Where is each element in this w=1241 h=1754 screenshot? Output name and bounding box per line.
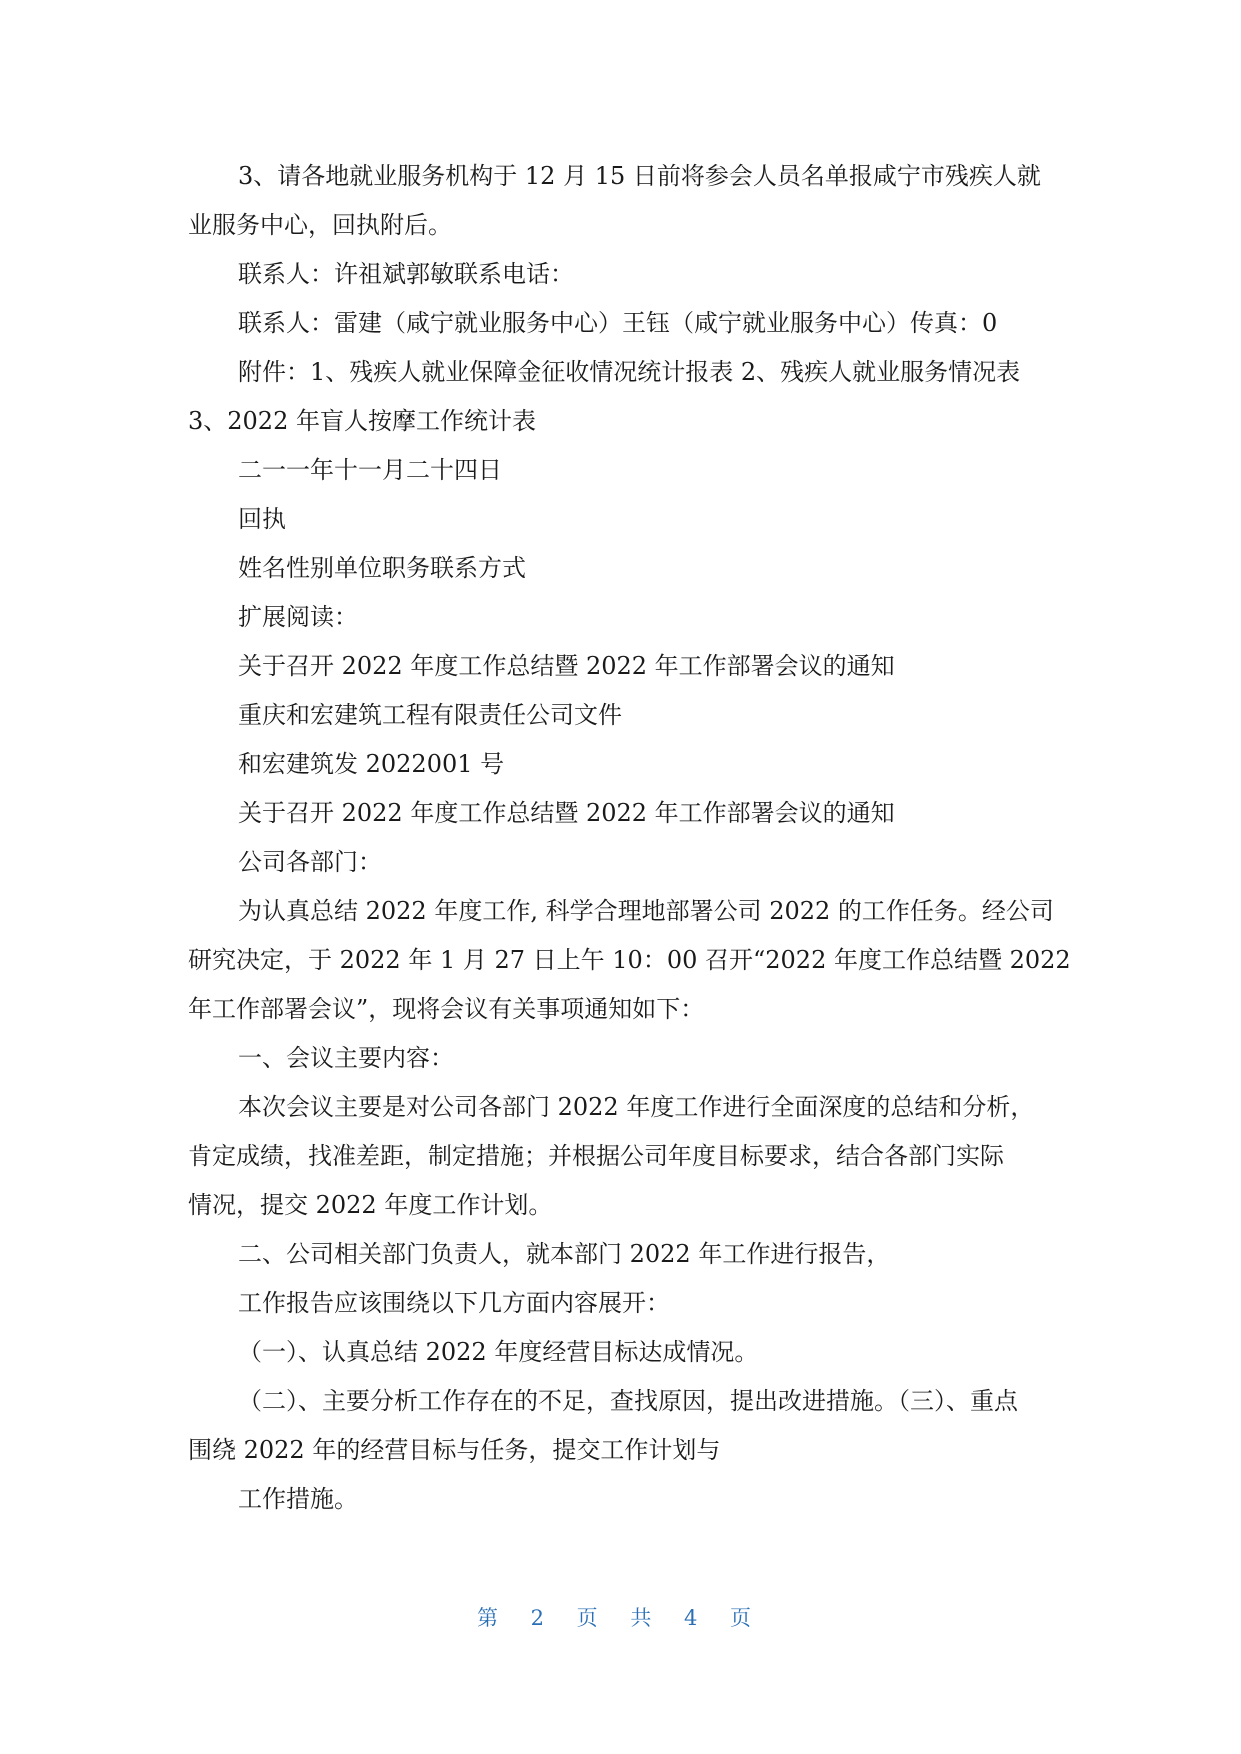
text-line: 围绕 2022 年的经营目标与任务，提交工作计划与 [188,1436,721,1464]
text-line: 关于召开 2022 年度工作总结暨 2022 年工作部署会议的通知 [238,652,895,680]
text-line: 联系人：许祖斌郭敏联系电话： [238,260,574,288]
text-line: 工作措施。 [238,1485,358,1513]
text-line: 研究决定，于 2022 年 1 月 27 日上午 10：00 召开“2022 年度工作总结暨 2022 [188,946,1071,974]
text-line: 附件：1、残疾人就业保障金征收情况统计报表 2、残疾人就业服务情况表 [238,358,1021,386]
text-line: 3、请各地就业服务机构于 12 月 15 日前将参会人员名单报咸宁市残疾人就 [238,162,1041,190]
text-line: 肯定成绩，找准差距，制定措施；并根据公司年度目标要求，结合各部门实际 [188,1142,1004,1170]
text-line: 回执 [238,505,286,533]
text-line: 工作报告应该围绕以下几方面内容展开： [238,1289,670,1317]
text-line: 公司各部门： [238,848,382,876]
text-line: 为认真总结 2022 年度工作, 科学合理地部署公司 2022 的工作任务。经公司 [238,897,1054,925]
text-line: 业服务中心，回执附后。 [188,211,452,239]
text-line: 年工作部署会议”，现将会议有关事项通知如下： [188,995,705,1023]
text-line: 姓名性别单位职务联系方式 [238,554,526,582]
text-line: 二一一年十一月二十四日 [238,456,502,484]
text-line: 联系人：雷建（咸宁就业服务中心）王钰（咸宁就业服务中心）传真：0 [238,309,998,337]
text-line: 情况，提交 2022 年度工作计划。 [188,1191,553,1219]
text-line: 本次会议主要是对公司各部门 2022 年度工作进行全面深度的总结和分析， [238,1093,1035,1121]
text-line: 扩展阅读： [238,603,358,631]
text-line: 和宏建筑发 2022001 号 [238,750,505,778]
text-line: 3、2022 年盲人按摩工作统计表 [188,407,536,435]
text-line: 二、公司相关部门负责人，就本部门 2022 年工作进行报告， [238,1240,891,1268]
document-body [188,152,1071,1524]
text-line: （二）、主要分析工作存在的不足，查找原因，提出改进措施。（三）、重点 [238,1387,1018,1415]
page-footer: 第 2 页 共 4 页 [476,1606,765,1630]
text-line: （一）、认真总结 2022 年度经营目标达成情况。 [238,1338,759,1366]
text-line: 重庆和宏建筑工程有限责任公司文件 [238,701,622,729]
text-line: 一、会议主要内容： [238,1044,454,1072]
text-line: 关于召开 2022 年度工作总结暨 2022 年工作部署会议的通知 [238,799,895,827]
